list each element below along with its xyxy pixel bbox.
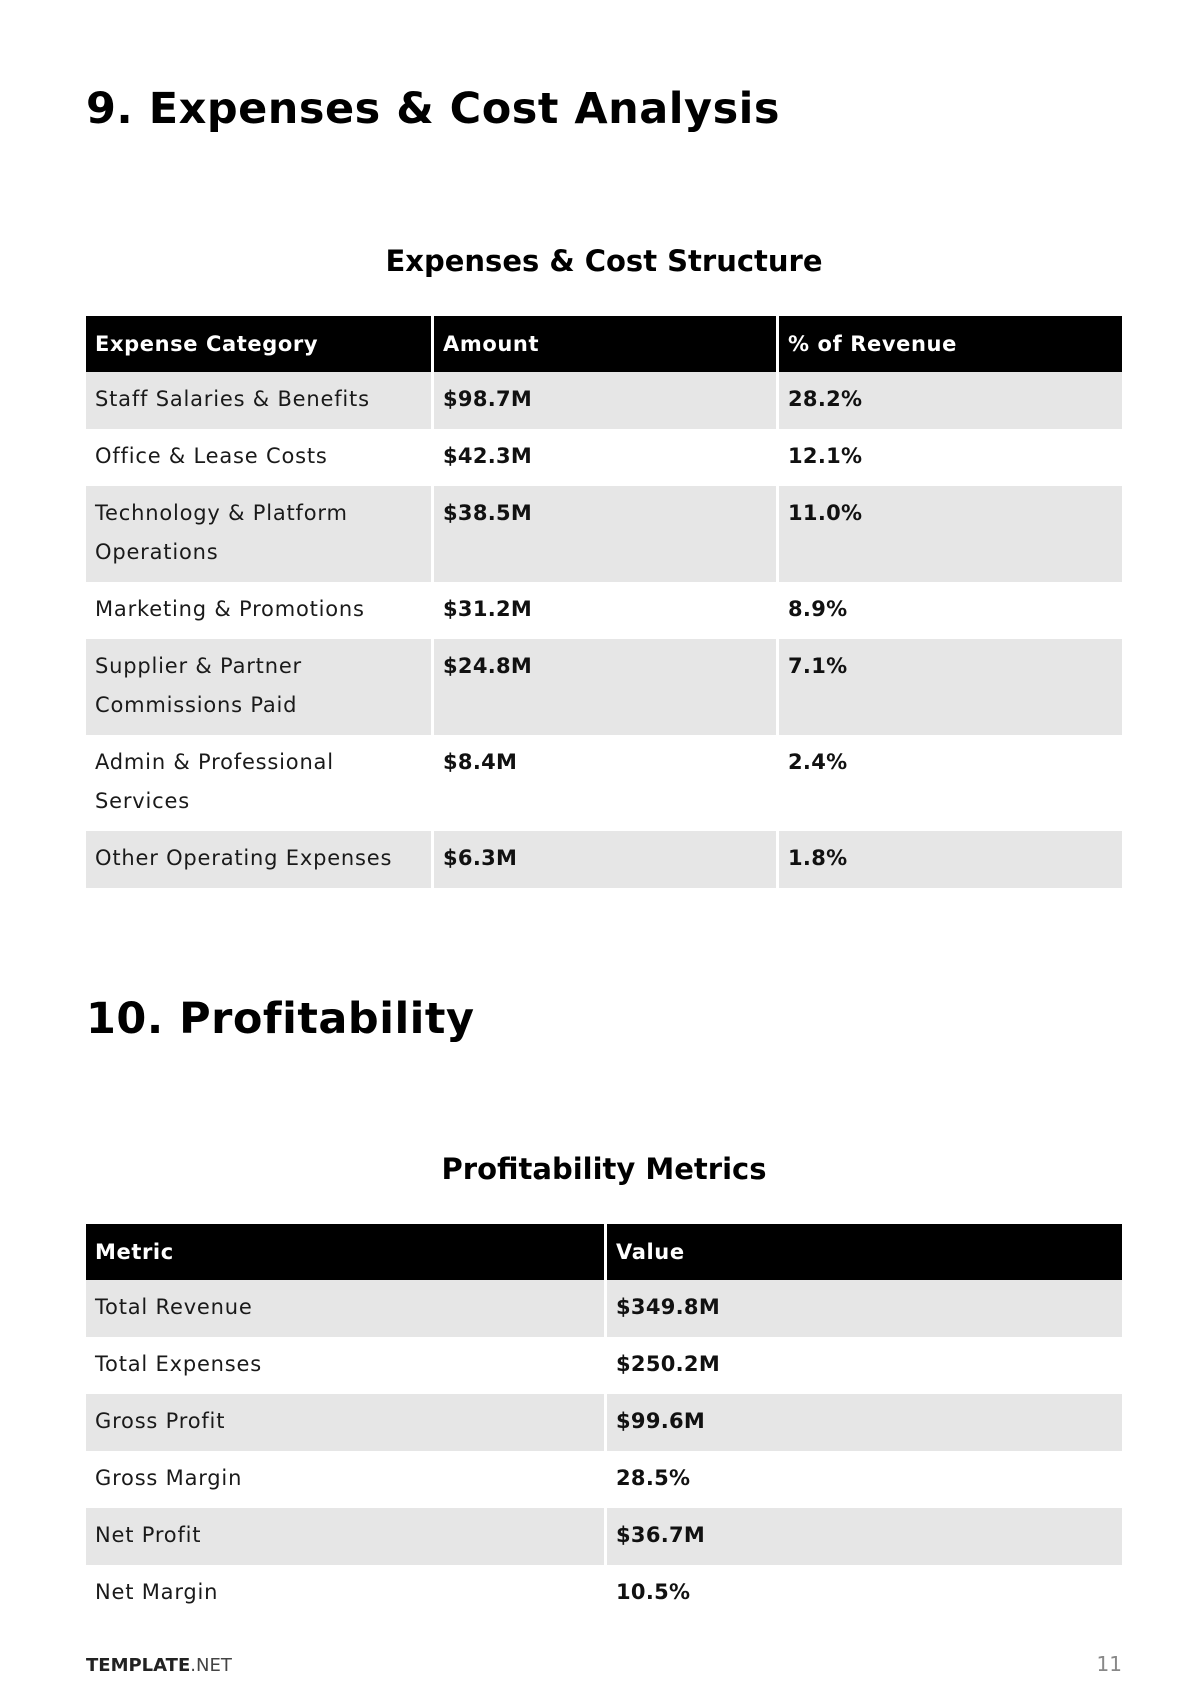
section-heading-profitability: 10. Profitability <box>86 994 475 1044</box>
table-row <box>86 582 1122 639</box>
amount-cell: $6.3M <box>431 831 776 888</box>
expense-category-cell: Other Operating Expenses <box>86 831 431 888</box>
column-header: % of Revenue <box>776 316 1122 372</box>
expenses-table <box>86 316 1122 888</box>
revenue-percent-cell: 1.8% <box>776 831 1122 888</box>
profitability-table <box>86 1224 1122 1622</box>
amount-cell: $8.4M <box>431 735 776 831</box>
revenue-percent-cell: 28.2% <box>776 372 1122 429</box>
expense-category-cell: Staff Salaries & Benefits <box>86 372 431 429</box>
value-cell: 28.5% <box>604 1451 1122 1508</box>
table-row <box>86 1280 1122 1337</box>
amount-cell: $98.7M <box>431 372 776 429</box>
logo-tld-text: .NET <box>190 1655 232 1676</box>
value-cell: $36.7M <box>604 1508 1122 1565</box>
table-row <box>86 1565 1122 1622</box>
revenue-percent-cell: 12.1% <box>776 429 1122 486</box>
expense-category-cell: Office & Lease Costs <box>95 444 328 468</box>
table-row <box>86 831 1122 888</box>
profitability-table-title: Profitability Metrics <box>441 1152 767 1186</box>
table-row <box>86 429 1122 486</box>
table-row <box>86 735 1122 831</box>
revenue-percent-cell: 8.9% <box>776 582 1122 639</box>
metric-cell: Gross Margin <box>95 1466 243 1490</box>
metric-cell: Gross Profit <box>86 1394 604 1451</box>
value-cell: $99.6M <box>604 1394 1122 1451</box>
table-row <box>86 1451 1122 1508</box>
expense-category-cell: Supplier & Partner Commissions Paid <box>86 639 431 735</box>
value-cell: $250.2M <box>604 1337 1122 1394</box>
table-row <box>86 486 1122 582</box>
revenue-percent-cell: 7.1% <box>776 639 1122 735</box>
amount-cell: $31.2M <box>431 582 776 639</box>
expense-category-cell: Technology & Platform Operations <box>86 486 431 582</box>
revenue-percent-cell: 11.0% <box>776 486 1122 582</box>
metric-cell: Net Profit <box>86 1508 604 1565</box>
column-header: Metric <box>86 1224 604 1280</box>
table-row <box>86 1508 1122 1565</box>
expense-category-cell: Admin & Professional Services <box>95 750 334 813</box>
table-row <box>86 372 1122 429</box>
column-header: Amount <box>431 316 776 372</box>
section-heading-expenses: 9. Expenses & Cost Analysis <box>86 84 781 134</box>
revenue-percent-cell: 2.4% <box>776 735 1122 831</box>
logo-brand-text: TEMPLATE <box>86 1655 191 1676</box>
column-header: Value <box>604 1224 1122 1280</box>
table-row <box>86 1394 1122 1451</box>
template-net-logo <box>86 1655 232 1676</box>
table-row <box>86 639 1122 735</box>
value-cell: $349.8M <box>604 1280 1122 1337</box>
metric-cell: Total Expenses <box>95 1352 262 1376</box>
metric-cell: Net Margin <box>95 1580 219 1604</box>
expense-category-cell: Marketing & Promotions <box>95 597 365 621</box>
metric-cell: Total Revenue <box>86 1280 604 1337</box>
value-cell: 10.5% <box>604 1565 1122 1622</box>
expenses-table-title: Expenses & Cost Structure <box>385 244 823 278</box>
amount-cell: $38.5M <box>431 486 776 582</box>
page-number: 11 <box>1096 1652 1122 1676</box>
amount-cell: $42.3M <box>431 429 776 486</box>
table-row <box>86 1337 1122 1394</box>
table-header-row <box>86 1224 1122 1280</box>
column-header: Expense Category <box>86 316 431 372</box>
amount-cell: $24.8M <box>431 639 776 735</box>
table-header-row <box>86 316 1122 372</box>
